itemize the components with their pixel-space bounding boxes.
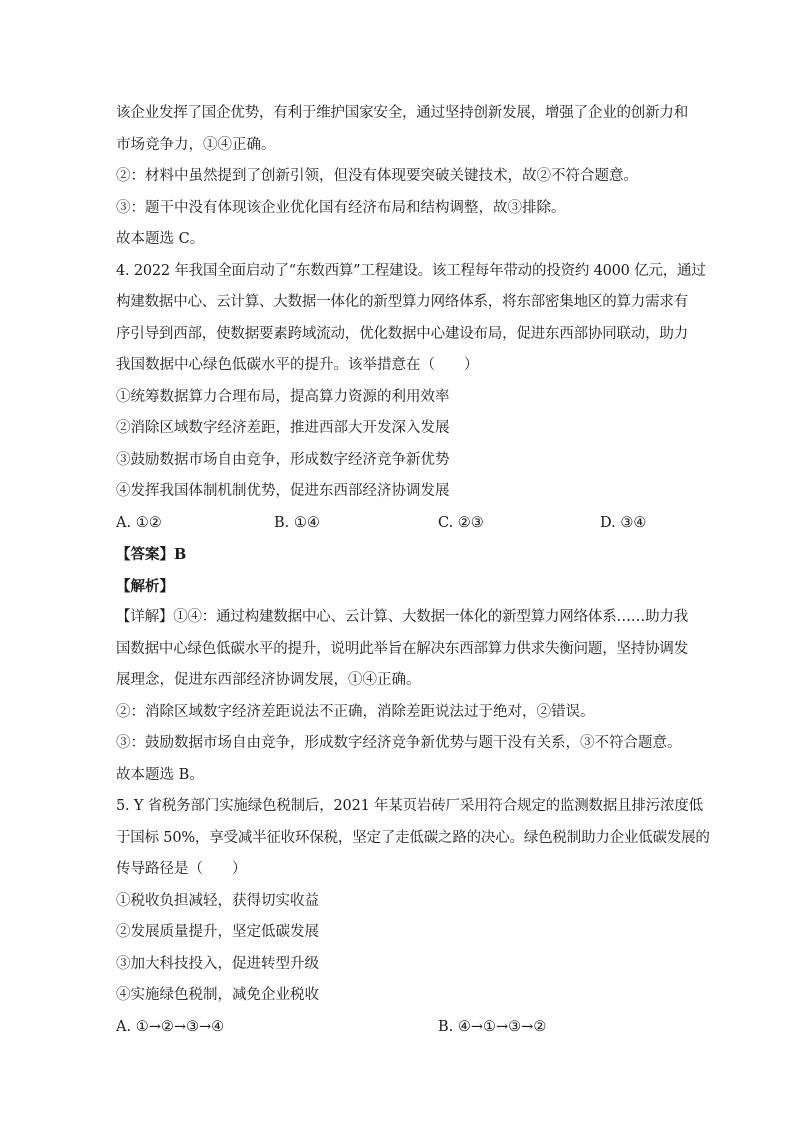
- detail-line: 【详解】①④：通过构建数据中心、云计算、大数据一体化的新型算力网络体系……助力我: [116, 609, 688, 625]
- document-content: [116, 98, 710, 1043]
- option-b: B. ①④: [274, 514, 320, 531]
- conclusion-line: 故本题选 B。: [116, 766, 204, 783]
- option-a: A. ①→②→③→④: [116, 1018, 225, 1035]
- answer-label: 【答案】B: [116, 546, 187, 563]
- statement-item: ①统筹数据算力合理布局，提高算力资源的利用效率: [116, 388, 450, 405]
- text-line: ②：材料中虽然提到了创新引领，但没有体现要突破关键技术，故②不符合题意。: [116, 168, 638, 184]
- detail-line: ③：鼓励数据市场自由竞争，形成数字经济竞争新优势与题干没有关系，③不符合题意。: [116, 735, 682, 751]
- option-a: A. ①②: [116, 514, 162, 531]
- detail-line: 国数据中心绿色低碳水平的提升，说明此举旨在解决东西部算力供求失衡问题，坚持协调发: [116, 640, 688, 657]
- answer-options: [116, 508, 686, 540]
- statement-item: ③加大科技投入，促进转型升级: [116, 955, 319, 972]
- analysis-title: 【解析】: [116, 577, 174, 595]
- answer-options: [116, 1012, 686, 1044]
- detail-line: 展理念，促进东西部经济协调发展，①④正确。: [116, 672, 421, 688]
- question-5: [116, 791, 710, 1043]
- option-d: D. ③④: [600, 514, 647, 531]
- statement-item: ④发挥我国体制机制优势，促进东西部经济协调发展: [116, 483, 450, 499]
- detail-line: ②：消除区域数字经济差距说法不正确，消除差距说法过于绝对，②错误。: [116, 703, 595, 720]
- question-stem-line: 我国数据中心绿色低碳水平的提升。该举措意在（ ）: [116, 357, 479, 373]
- text-line: 该企业发挥了国企优势，有利于维护国家安全，通过坚持创新发展，增强了企业的创新力和: [116, 105, 688, 121]
- statement-item: ③鼓励数据市场自由竞争，形成数字经济竞争新优势: [116, 451, 450, 468]
- question-stem-line: 构建数据中心、云计算、大数据一体化的新型算力网络体系，将东部密集地区的算力需求有: [116, 294, 688, 310]
- question-stem-line: 于国标 50%，享受减半征收环保税，坚定了走低碳之路的决心。绿色税制助力企业低碳发展的: [116, 829, 710, 846]
- text-line: 市场竞争力，①④正确。: [116, 136, 276, 153]
- option-c: C. ②③: [438, 514, 484, 531]
- question-4: [116, 256, 706, 792]
- text-line: ③：题干中没有体现该企业优化国有经济布局和结构调整，故③排除。: [116, 199, 566, 216]
- conclusion-line: 故本题选 C。: [116, 231, 205, 247]
- question-stem-line: 序引导到西部，使数据要素跨域流动，优化数据中心建设布局，促进东西部协同联动，助力: [116, 325, 688, 342]
- statement-item: ④实施绿色税制，减免企业税收: [116, 987, 319, 1003]
- statement-item: ①税收负担减轻，获得切实收益: [116, 892, 319, 909]
- question-stem-line: 5. Y 省税务部门实施绿色税制后，2021 年某页岩砖厂采用符合规定的监测数据且排污浓度低: [116, 798, 703, 814]
- prev-explanation: [116, 98, 686, 256]
- statement-item: ②消除区域数字经济差距，推进西部大开发深入发展: [116, 420, 450, 436]
- option-b: B. ④→①→③→②: [438, 1018, 547, 1035]
- question-stem-line: 4. 2022 年我国全面启动了“东数西算”工程建设。该工程每年带动的投资约 4000 亿元，通过: [116, 262, 706, 279]
- question-stem-line: 传导路径是（ ）: [116, 861, 247, 877]
- statement-item: ②发展质量提升，坚定低碳发展: [116, 924, 319, 940]
